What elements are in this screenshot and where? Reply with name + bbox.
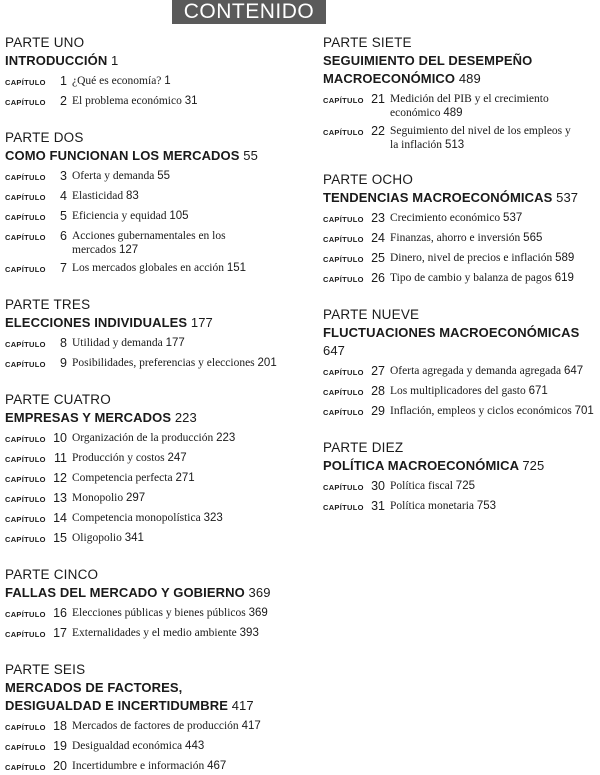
toc-chapter[interactable]: CAPÍTULO 14 Competencia monopolística 323: [5, 511, 223, 525]
part-label: PARTE OCHO: [323, 172, 414, 187]
toc-chapter[interactable]: CAPÍTULO 28 Los multiplicadores del gasto 671: [323, 384, 548, 398]
toc-part: [323, 439, 598, 515]
toc-chapter[interactable]: CAPÍTULO 26 Tipo de cambio y balanza de pagos 619: [323, 271, 574, 285]
part-title: INTRODUCCIÓN 1: [5, 53, 119, 68]
part-label: PARTE TRES: [5, 297, 91, 312]
toc-chapter[interactable]: CAPÍTULO 30 Política fiscal 725: [323, 479, 475, 493]
toc-right-column: [323, 34, 598, 515]
part-title: COMO FUNCIONAN LOS MERCADOS 55: [5, 148, 258, 163]
part-label: PARTE CINCO: [5, 567, 99, 582]
part-label: PARTE UNO: [5, 35, 85, 50]
toc-chapter[interactable]: CAPÍTULO 9 Posibilidades, preferencias y elecciones 201: [5, 356, 277, 370]
toc-chapter[interactable]: CAPÍTULO 29 Inflación, empleos y ciclos económicos 701: [323, 404, 594, 418]
toc-chapter[interactable]: CAPÍTULO 1 ¿Qué es economía? 1: [5, 74, 171, 88]
toc-chapter[interactable]: CAPÍTULO 24 Finanzas, ahorro e inversión 565: [323, 231, 543, 245]
toc-part: [323, 306, 598, 420]
toc-chapter[interactable]: CAPÍTULO 15 Oligopolio 341: [5, 531, 144, 545]
part-title: SEGUIMIENTO DEL DESEMPEÑO MACROECONÓMICO 489: [323, 53, 533, 86]
part-title: TENDENCIAS MACROECONÓMICAS 537: [323, 190, 579, 205]
toc-chapter[interactable]: CAPÍTULO 12 Competencia perfecta 271: [5, 471, 195, 485]
toc-chapter[interactable]: CAPÍTULO 31 Política monetaria 753: [323, 499, 497, 513]
toc-chapter[interactable]: CAPÍTULO 4 Elasticidad 83: [5, 189, 139, 203]
toc-chapter[interactable]: CAPÍTULO 21 Medición del PIB y el crecimiento económico 489: [323, 92, 549, 119]
toc-chapter[interactable]: CAPÍTULO 11 Producción y costos 247: [5, 451, 187, 465]
toc-chapter[interactable]: CAPÍTULO 5 Eficiencia y equidad 105: [5, 209, 189, 223]
toc-part: [5, 661, 295, 775]
toc-part: [323, 171, 598, 287]
toc-chapter[interactable]: CAPÍTULO 8 Utilidad y demanda 177: [5, 336, 185, 350]
part-title: POLÍTICA MACROECONÓMICA 725: [323, 458, 545, 473]
toc-part: [5, 566, 295, 642]
part-title: EMPRESAS Y MERCADOS 223: [5, 410, 197, 425]
toc-chapter[interactable]: CAPÍTULO 2 El problema económico 31: [5, 94, 198, 108]
part-title: ELECCIONES INDIVIDUALES 177: [5, 315, 213, 330]
part-title: MERCADOS DE FACTORES, DESIGUALDAD E INCERTIDUMBRE 417: [5, 680, 254, 713]
contents-header: CONTENIDO: [172, 0, 326, 24]
part-label: PARTE DOS: [5, 130, 84, 145]
part-label: PARTE DIEZ: [323, 440, 404, 455]
toc-chapter[interactable]: CAPÍTULO 13 Monopolio 297: [5, 491, 146, 505]
toc-chapter[interactable]: CAPÍTULO 7 Los mercados globales en acción 151: [5, 261, 247, 275]
toc-chapter[interactable]: CAPÍTULO 25 Dinero, nivel de precios e inflación 589: [323, 251, 575, 265]
toc-chapter[interactable]: CAPÍTULO 27 Oferta agregada y demanda agregada 647: [323, 364, 584, 378]
toc-chapter[interactable]: CAPÍTULO 3 Oferta y demanda 55: [5, 169, 171, 183]
toc-part: [5, 296, 295, 372]
toc-chapter[interactable]: CAPÍTULO 16 Elecciones públicas y bienes públicos 369: [5, 606, 268, 620]
toc-chapter[interactable]: CAPÍTULO 19 Desigualdad económica 443: [5, 739, 205, 753]
part-title: FLUCTUACIONES MACROECONÓMICAS 647: [323, 325, 580, 358]
part-label: PARTE SEIS: [5, 662, 86, 677]
toc-chapter[interactable]: CAPÍTULO 23 Crecimiento económico 537: [323, 211, 523, 225]
toc-chapter[interactable]: CAPÍTULO 10 Organización de la producción 223: [5, 431, 236, 445]
toc-part: [5, 129, 295, 277]
toc-part: [5, 391, 295, 547]
toc-chapter[interactable]: CAPÍTULO 22 Seguimiento del nivel de los empleos y la inflación 513: [323, 124, 571, 151]
toc-chapter[interactable]: CAPÍTULO 18 Mercados de factores de producción 417: [5, 719, 261, 733]
toc-left-column: [5, 34, 295, 775]
toc-chapter[interactable]: CAPÍTULO 17 Externalidades y el medio ambiente 393: [5, 626, 259, 640]
toc-chapter[interactable]: CAPÍTULO 6 Acciones gubernamentales en los mercados 127: [5, 229, 226, 256]
part-title: FALLAS DEL MERCADO Y GOBIERNO 369: [5, 585, 271, 600]
toc-part: [323, 34, 598, 152]
toc-chapter[interactable]: CAPÍTULO 20 Incertidumbre e información 467: [5, 759, 227, 773]
part-label: PARTE CUATRO: [5, 392, 111, 407]
part-label: PARTE SIETE: [323, 35, 412, 50]
part-label: PARTE NUEVE: [323, 307, 420, 322]
toc-part: [5, 34, 295, 110]
